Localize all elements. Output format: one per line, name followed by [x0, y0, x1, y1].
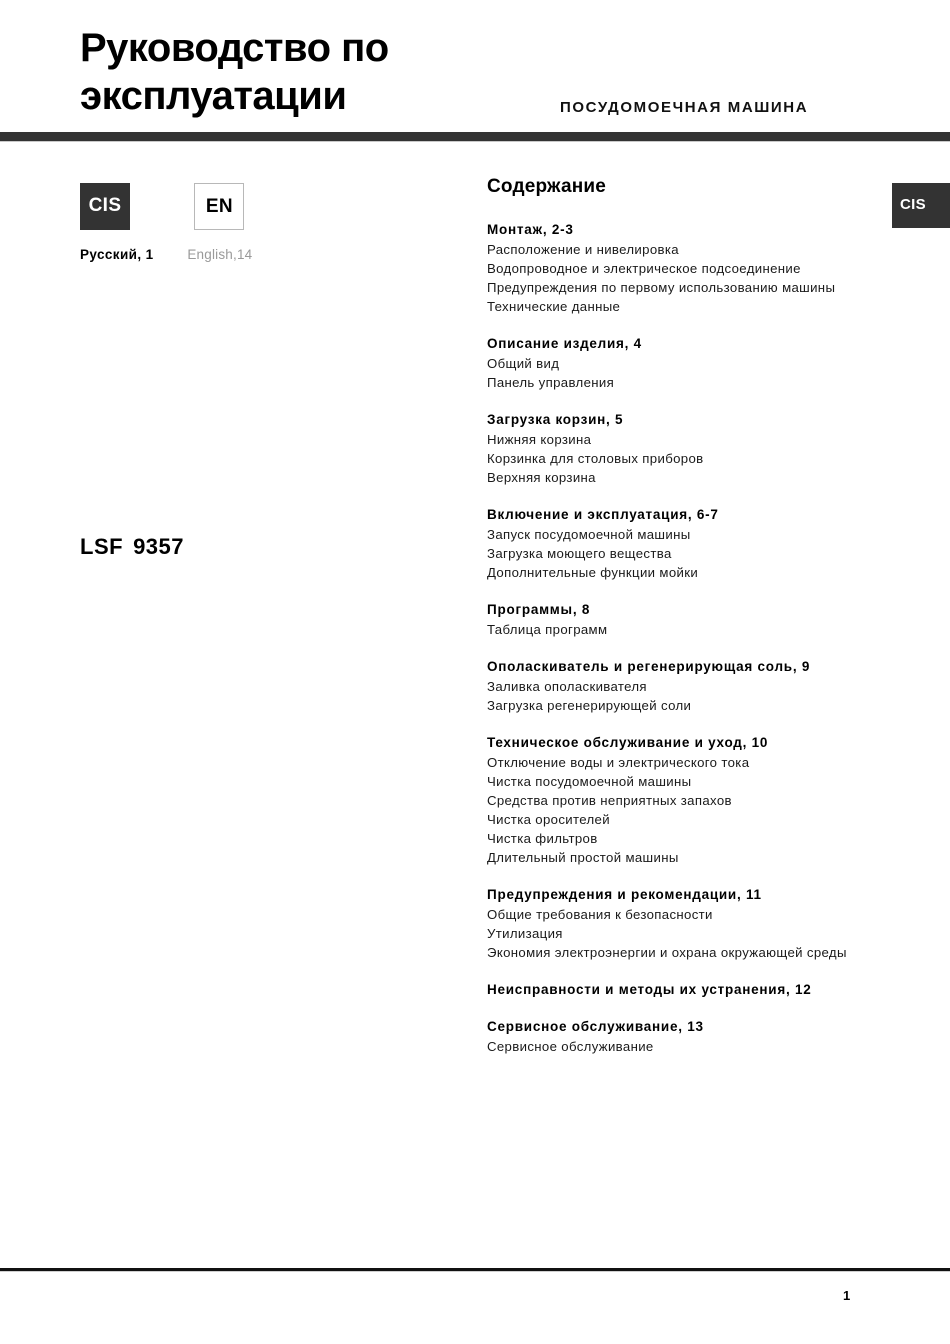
language-label-russian[interactable]: Русский, 1 — [80, 247, 154, 262]
toc-item[interactable]: Предупреждения по первому использованию машины — [487, 280, 836, 295]
toc-section-title[interactable]: Неисправности и методы их устранения, 12 — [487, 982, 812, 997]
page-title — [80, 24, 550, 120]
toc-section — [487, 410, 907, 487]
model-brand: LSF — [80, 534, 124, 559]
toc-section-title[interactable]: Программы, 8 — [487, 602, 591, 617]
toc-item[interactable]: Водопроводное и электрическое подсоединение — [487, 261, 801, 276]
model-code: 9357 — [133, 534, 185, 559]
table-of-contents — [487, 176, 907, 1056]
header-divider-hairline — [0, 141, 950, 142]
toc-item[interactable]: Утилизация — [487, 926, 563, 941]
toc-section — [487, 600, 907, 639]
toc-item[interactable]: Нижняя корзина — [487, 432, 592, 447]
toc-item[interactable]: Экономия электроэнергии и охрана окружающей среды — [487, 945, 847, 960]
toc-item[interactable]: Чистка посудомоечной машины — [487, 774, 692, 789]
language-badge-cis[interactable] — [80, 183, 130, 230]
language-badge-cis-label: CIS — [88, 195, 122, 216]
language-label-english[interactable]: English,14 — [187, 247, 253, 262]
toc-item[interactable]: Загрузка моющего вещества — [487, 546, 672, 561]
toc-item[interactable]: Дополнительные функции мойки — [487, 565, 699, 580]
language-badges — [80, 183, 244, 230]
toc-section-title[interactable]: Загрузка корзин, 5 — [487, 412, 624, 427]
toc-item[interactable]: Верхняя корзина — [487, 470, 596, 485]
toc-item[interactable]: Заливка ополаскивателя — [487, 679, 647, 694]
product-type-subtitle: ПОСУДОМОЕЧНАЯ МАШИНА — [560, 99, 809, 116]
toc-section — [487, 733, 907, 867]
toc-section-title[interactable]: Включение и эксплуатация, 6-7 — [487, 507, 719, 522]
toc-section — [487, 980, 907, 999]
toc-item[interactable]: Технические данные — [487, 299, 621, 314]
toc-item[interactable]: Общий вид — [487, 356, 560, 371]
toc-section-title[interactable]: Монтаж, 2-3 — [487, 222, 574, 237]
toc-item[interactable]: Запуск посудомоечной машины — [487, 527, 691, 542]
toc-item[interactable]: Длительный простой машины — [487, 850, 679, 865]
toc-item[interactable]: Таблица программ — [487, 622, 608, 637]
page-number: 1 — [843, 1288, 851, 1303]
language-badge-en-label: EN — [205, 196, 234, 217]
model-number — [80, 534, 184, 560]
toc-item[interactable]: Расположение и нивелировка — [487, 242, 679, 257]
toc-item[interactable]: Общие требования к безопасности — [487, 907, 713, 922]
header-divider — [0, 132, 950, 141]
footer-divider-hairline — [0, 1271, 950, 1272]
toc-section-title[interactable]: Техническое обслуживание и уход, 10 — [487, 735, 769, 750]
side-tab-cis-label: CIS — [900, 196, 926, 213]
language-badge-en[interactable] — [194, 183, 244, 230]
toc-section — [487, 505, 907, 582]
toc-item[interactable]: Средства против неприятных запахов — [487, 793, 732, 808]
language-labels — [80, 247, 380, 262]
toc-item[interactable]: Чистка фильтров — [487, 831, 598, 846]
toc-section-title[interactable]: Сервисное обслуживание, 13 — [487, 1019, 704, 1034]
toc-item[interactable]: Корзинка для столовых приборов — [487, 451, 704, 466]
contents-heading: Содержание — [487, 176, 607, 197]
toc-item[interactable]: Сервисное обслуживание — [487, 1039, 654, 1054]
toc-section — [487, 885, 907, 962]
toc-sections — [487, 220, 907, 1056]
toc-section-title[interactable]: Описание изделия, 4 — [487, 336, 642, 351]
toc-section — [487, 1017, 907, 1056]
toc-item[interactable]: Отключение воды и электрического тока — [487, 755, 750, 770]
toc-section — [487, 220, 907, 316]
page-title-line-2: эксплуатации — [80, 74, 347, 118]
toc-item[interactable]: Панель управления — [487, 375, 615, 390]
toc-section-title[interactable]: Предупреждения и рекомендации, 11 — [487, 887, 762, 902]
toc-item[interactable]: Чистка оросителей — [487, 812, 610, 827]
toc-section — [487, 657, 907, 715]
toc-section-title[interactable]: Ополаскиватель и регенерирующая соль, 9 — [487, 659, 811, 674]
toc-section — [487, 334, 907, 392]
page-title-line-1: Руководство по — [80, 26, 389, 70]
toc-item[interactable]: Загрузка регенерирующей соли — [487, 698, 692, 713]
